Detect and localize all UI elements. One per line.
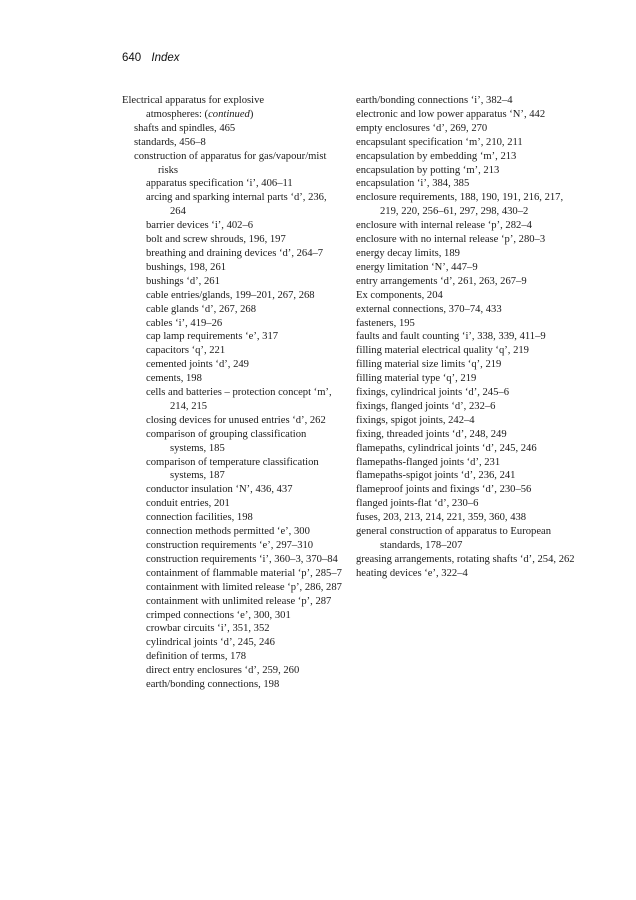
index-subsubentry: greasing arrangements, rotating shafts ‘d’, 254, 262 xyxy=(356,553,575,565)
index-subsubentry: earth/bonding connections ‘i’, 382–4 xyxy=(356,95,513,106)
index-entry: Electrical apparatus for explosive xyxy=(122,95,265,106)
index-subsubentry: conduit entries, 201 xyxy=(146,498,230,510)
index-subsubentry: filling material electrical quality ‘q’, 219 xyxy=(356,345,529,357)
index-column-right xyxy=(356,94,582,581)
index-subsubentry: fixings, flanged joints ‘d’, 232–6 xyxy=(356,400,496,412)
index-subsubentry: enclosure with no internal release ‘p’, 280–3 xyxy=(356,234,546,246)
index-subsubentry: fuses, 203, 213, 214, 221, 359, 360, 438 xyxy=(356,512,527,524)
index-subsubentry: cells and batteries – protection concept ‘m’, 214, 215 xyxy=(146,387,332,412)
index-subsubentry: bushings ‘d’, 261 xyxy=(146,275,220,287)
index-subsubentry: energy decay limits, 189 xyxy=(356,247,460,259)
index-subsubentry: encapsulant specification ‘m’, 210, 211 xyxy=(356,136,523,148)
index-subsubentry: earth/bonding connections, 198 xyxy=(146,679,280,691)
index-subsubentry: barrier devices ‘i’, 402–6 xyxy=(146,220,254,232)
index-subsubentry: containment of flammable material ‘p’, 285–7 xyxy=(146,567,342,579)
index-subsubentry: fixings, spigot joints, 242–4 xyxy=(356,414,475,426)
index-column-left xyxy=(122,94,344,692)
index-subsubentry: direct entry enclosures ‘d’, 259, 260 xyxy=(146,665,300,677)
index-subsubentry: faults and fault counting ‘i’, 338, 339, 411–9 xyxy=(356,331,546,343)
index-subsubentry: cable entries/glands, 199–201, 267, 268 xyxy=(146,289,315,301)
index-subsubentry: breathing and draining devices ‘d’, 264–7 xyxy=(146,247,324,259)
index-subsubentry: fixing, threaded joints ‘d’, 248, 249 xyxy=(356,428,507,440)
index-subsubentry: construction requirements ‘i’, 360–3, 370–84 xyxy=(146,553,338,565)
index-subsubentry: comparison of temperature classification systems, 187 xyxy=(146,456,319,482)
index-subsubentry: encapsulation ‘i’, 384, 385 xyxy=(356,178,470,190)
index-subsubentry: flameproof joints and fixings ‘d’, 230–56 xyxy=(356,484,532,496)
index-subsubentry: Ex components, 204 xyxy=(356,289,443,301)
page-number: 640 xyxy=(122,52,142,64)
index-subsubentry: enclosure with internal release ‘p’, 282–4 xyxy=(356,220,532,232)
index-subsubentry: entry arrangements ‘d’, 261, 263, 267–9 xyxy=(356,275,527,287)
index-subsubentry: filling material size limits ‘q’, 219 xyxy=(356,359,502,371)
index-subsubentry: flamepaths, cylindrical joints ‘d’, 245, 246 xyxy=(356,442,537,454)
index-subsubentry: closing devices for unused entries ‘d’, 262 xyxy=(146,414,326,426)
index-subsubentry: cemented joints ‘d’, 249 xyxy=(146,359,249,371)
index-subsubentry: arcing and sparking internal parts ‘d’, 236, 264 xyxy=(146,192,327,218)
index-subsubentry: general construction of apparatus to European standards, 178–207 xyxy=(356,526,552,551)
index-subentry: construction of apparatus for gas/vapour/mist risks xyxy=(134,150,327,176)
index-subsubentry: connection methods permitted ‘e’, 300 xyxy=(146,526,310,538)
index-subsubentry: fixings, cylindrical joints ‘d’, 245–6 xyxy=(356,387,509,399)
index-subsubentry: filling material type ‘q’, 219 xyxy=(356,373,477,385)
index-subsubentry: cylindrical joints ‘d’, 245, 246 xyxy=(146,637,275,649)
index-entry: atmospheres: (continued) xyxy=(146,108,254,120)
index-subsubentry: conductor insulation ‘N’, 436, 437 xyxy=(146,484,293,496)
index-subsubentry: empty enclosures ‘d’, 269, 270 xyxy=(356,122,488,134)
index-subsubentry: heating devices ‘e’, 322–4 xyxy=(356,567,468,579)
running-head xyxy=(122,52,180,64)
index-subsubentry: bolt and screw shrouds, 196, 197 xyxy=(146,234,286,246)
index-subsubentry: flamepaths-flanged joints ‘d’, 231 xyxy=(356,456,501,468)
index-subsubentry: cables ‘i’, 419–26 xyxy=(146,317,223,329)
index-subsubentry: flamepaths-spigot joints ‘d’, 236, 241 xyxy=(356,470,516,482)
index-subentry: standards, 456–8 xyxy=(134,136,206,148)
index-subsubentry: cements, 198 xyxy=(146,373,202,385)
index-subsubentry: containment with limited release ‘p’, 286, 287 xyxy=(146,581,342,593)
index-subsubentry: containment with unlimited release ‘p’, 287 xyxy=(146,595,332,607)
index-subsubentry: capacitors ‘q’, 221 xyxy=(146,345,226,357)
index-subsubentry: electronic and low power apparatus ‘N’, 442 xyxy=(356,108,546,120)
index-subsubentry: comparison of grouping classification systems, 185 xyxy=(146,428,307,454)
index-subsubentry: bushings, 198, 261 xyxy=(146,261,227,273)
index-subsubentry: apparatus specification ‘i’, 406–11 xyxy=(146,178,293,190)
index-subsubentry: crowbar circuits ‘i’, 351, 352 xyxy=(146,623,270,635)
index-subsubentry: flanged joints-flat ‘d’, 230–6 xyxy=(356,498,479,510)
section-title: Index xyxy=(151,52,180,64)
index-subsubentry: encapsulation by potting ‘m’, 213 xyxy=(356,164,500,176)
index-subsubentry: fasteners, 195 xyxy=(356,317,415,329)
index-subentry: shafts and spindles, 465 xyxy=(134,122,236,134)
index-subsubentry: construction requirements ‘e’, 297–310 xyxy=(146,540,314,551)
index-subsubentry: energy limitation ‘N’, 447–9 xyxy=(356,261,478,273)
index-subsubentry: cap lamp requirements ‘e’, 317 xyxy=(146,331,279,343)
index-subsubentry: connection facilities, 198 xyxy=(146,512,253,524)
index-subsubentry: crimped connections ‘e’, 300, 301 xyxy=(146,609,291,621)
index-subsubentry: external connections, 370–74, 433 xyxy=(356,303,502,315)
index-subsubentry: cable glands ‘d’, 267, 268 xyxy=(146,303,257,315)
index-subsubentry: encapsulation by embedding ‘m’, 213 xyxy=(356,150,517,162)
continued-label: continued xyxy=(208,108,250,120)
index-subsubentry: definition of terms, 178 xyxy=(146,651,247,663)
index-subsubentry: enclosure requirements, 188, 190, 191, 216, 217, 219, 220, 256–61, 297, 298, 430–2 xyxy=(356,192,564,218)
